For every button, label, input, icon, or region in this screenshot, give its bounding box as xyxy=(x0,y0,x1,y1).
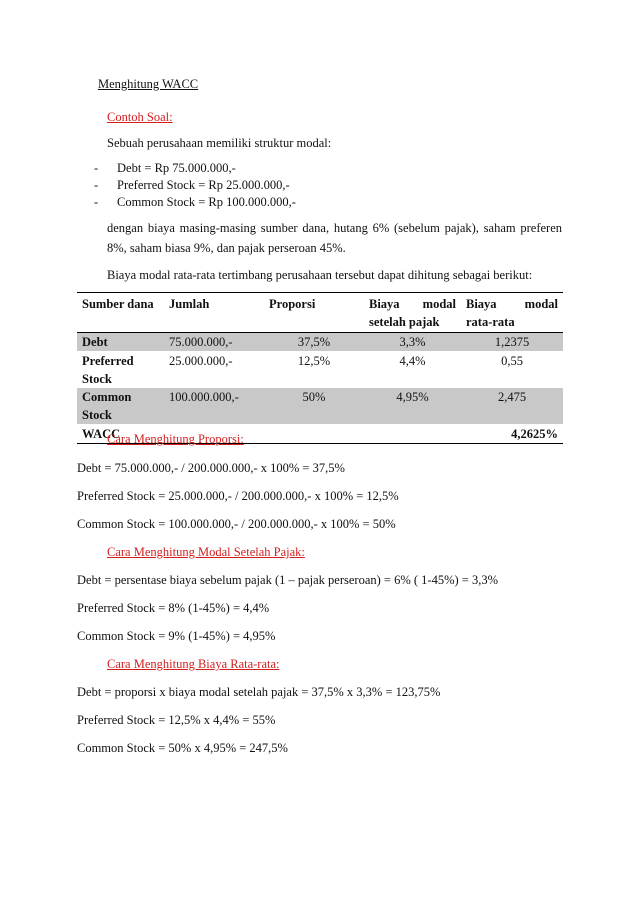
list-item: Debt = Rp 75.000.000,- xyxy=(117,161,236,175)
calc-line: Preferred Stock = 25.000.000,- / 200.000.000,- x 100% = 12,5% xyxy=(77,489,399,503)
page-heading: Menghitung WACC xyxy=(98,77,199,91)
cell-weighted: 0,55 xyxy=(501,354,523,368)
calc-line: Preferred Stock = 12,5% x 4,4% = 55% xyxy=(77,713,276,727)
table-row xyxy=(77,352,563,389)
cell-proportion: 12,5% xyxy=(297,354,331,368)
table-row xyxy=(77,333,563,352)
calc-line: Debt = 75.000.000,- / 200.000.000,- x 100% = 37,5% xyxy=(77,461,345,475)
cell-weighted: 2,475 xyxy=(461,388,563,425)
cell-weighted: 1,2375 xyxy=(461,333,563,352)
list-item: Preferred Stock = Rp 25.000.000,- xyxy=(117,178,290,192)
header-proporsi: Proporsi xyxy=(269,297,316,311)
cell-cost-after-tax: 4,4% xyxy=(399,354,426,368)
calc-line: Debt = proporsi x biaya modal setelah pajak = 37,5% x 3,3% = 123,75% xyxy=(77,685,441,699)
calc-line: Preferred Stock = 8% (1-45%) = 4,4% xyxy=(77,601,270,615)
table-header-row xyxy=(77,293,563,333)
total-value: 4,2625% xyxy=(511,427,558,441)
example-label: Contoh Soal: xyxy=(107,110,173,124)
list-bullet: - xyxy=(94,195,99,209)
calc-line: Debt = persentase biaya sebelum pajak (1 – pajak perseroan) = 6% ( 1-45%) = 3,3% xyxy=(77,573,499,587)
calc-intro: Biaya modal rata-rata tertimbang perusahaan tersebut dapat dihitung sebagai berikut: xyxy=(107,268,533,282)
header-jumlah: Jumlah xyxy=(169,297,210,311)
calc-line: Common Stock = 9% (1-45%) = 4,95% xyxy=(77,629,276,643)
cell-cost-after-tax: 3,3% xyxy=(364,333,461,352)
cell-amount: 25.000.000,- xyxy=(169,354,233,368)
list-bullet: - xyxy=(94,178,99,192)
header-biaya-rata-rata: Biaya modal rata-rata xyxy=(466,297,558,329)
cell-proportion: 37,5% xyxy=(264,333,364,352)
section-title: Cara Menghitung Modal Setelah Pajak: xyxy=(107,545,305,559)
section-title: Cara Menghitung Biaya Rata-rata: xyxy=(107,657,280,671)
header-sumber-dana: Sumber dana xyxy=(82,297,154,311)
table-row xyxy=(77,388,563,425)
header-biaya-setelah-pajak: Biaya modal setelah pajak xyxy=(369,297,456,329)
list-item: Common Stock = Rp 100.000.000,- xyxy=(117,195,296,209)
cell-amount: 75.000.000,- xyxy=(164,333,264,352)
wacc-table xyxy=(77,292,563,444)
calc-line: Common Stock = 100.000.000,- / 200.000.000,- x 100% = 50% xyxy=(77,517,396,531)
cell-source: Common Stock xyxy=(77,388,164,425)
intro-text: Sebuah perusahaan memiliki struktur modal: xyxy=(107,136,332,150)
cell-source: Preferred Stock xyxy=(82,354,134,386)
cell-source: Debt xyxy=(77,333,164,352)
section-title: Cara Menghitung Proporsi: xyxy=(107,432,244,446)
cell-proportion: 50% xyxy=(264,388,364,425)
total-label: WACC xyxy=(82,427,121,441)
cell-cost-after-tax: 4,95% xyxy=(364,388,461,425)
calc-line: Common Stock = 50% x 4,95% = 247,5% xyxy=(77,741,288,755)
cell-amount: 100.000.000,- xyxy=(164,388,264,425)
list-bullet: - xyxy=(94,161,99,175)
description-paragraph: dengan biaya masing-masing sumber dana, hutang 6% (sebelum pajak), saham preferen 8%, saham biasa 9%, dan pajak perseroan 45%. xyxy=(107,221,562,255)
